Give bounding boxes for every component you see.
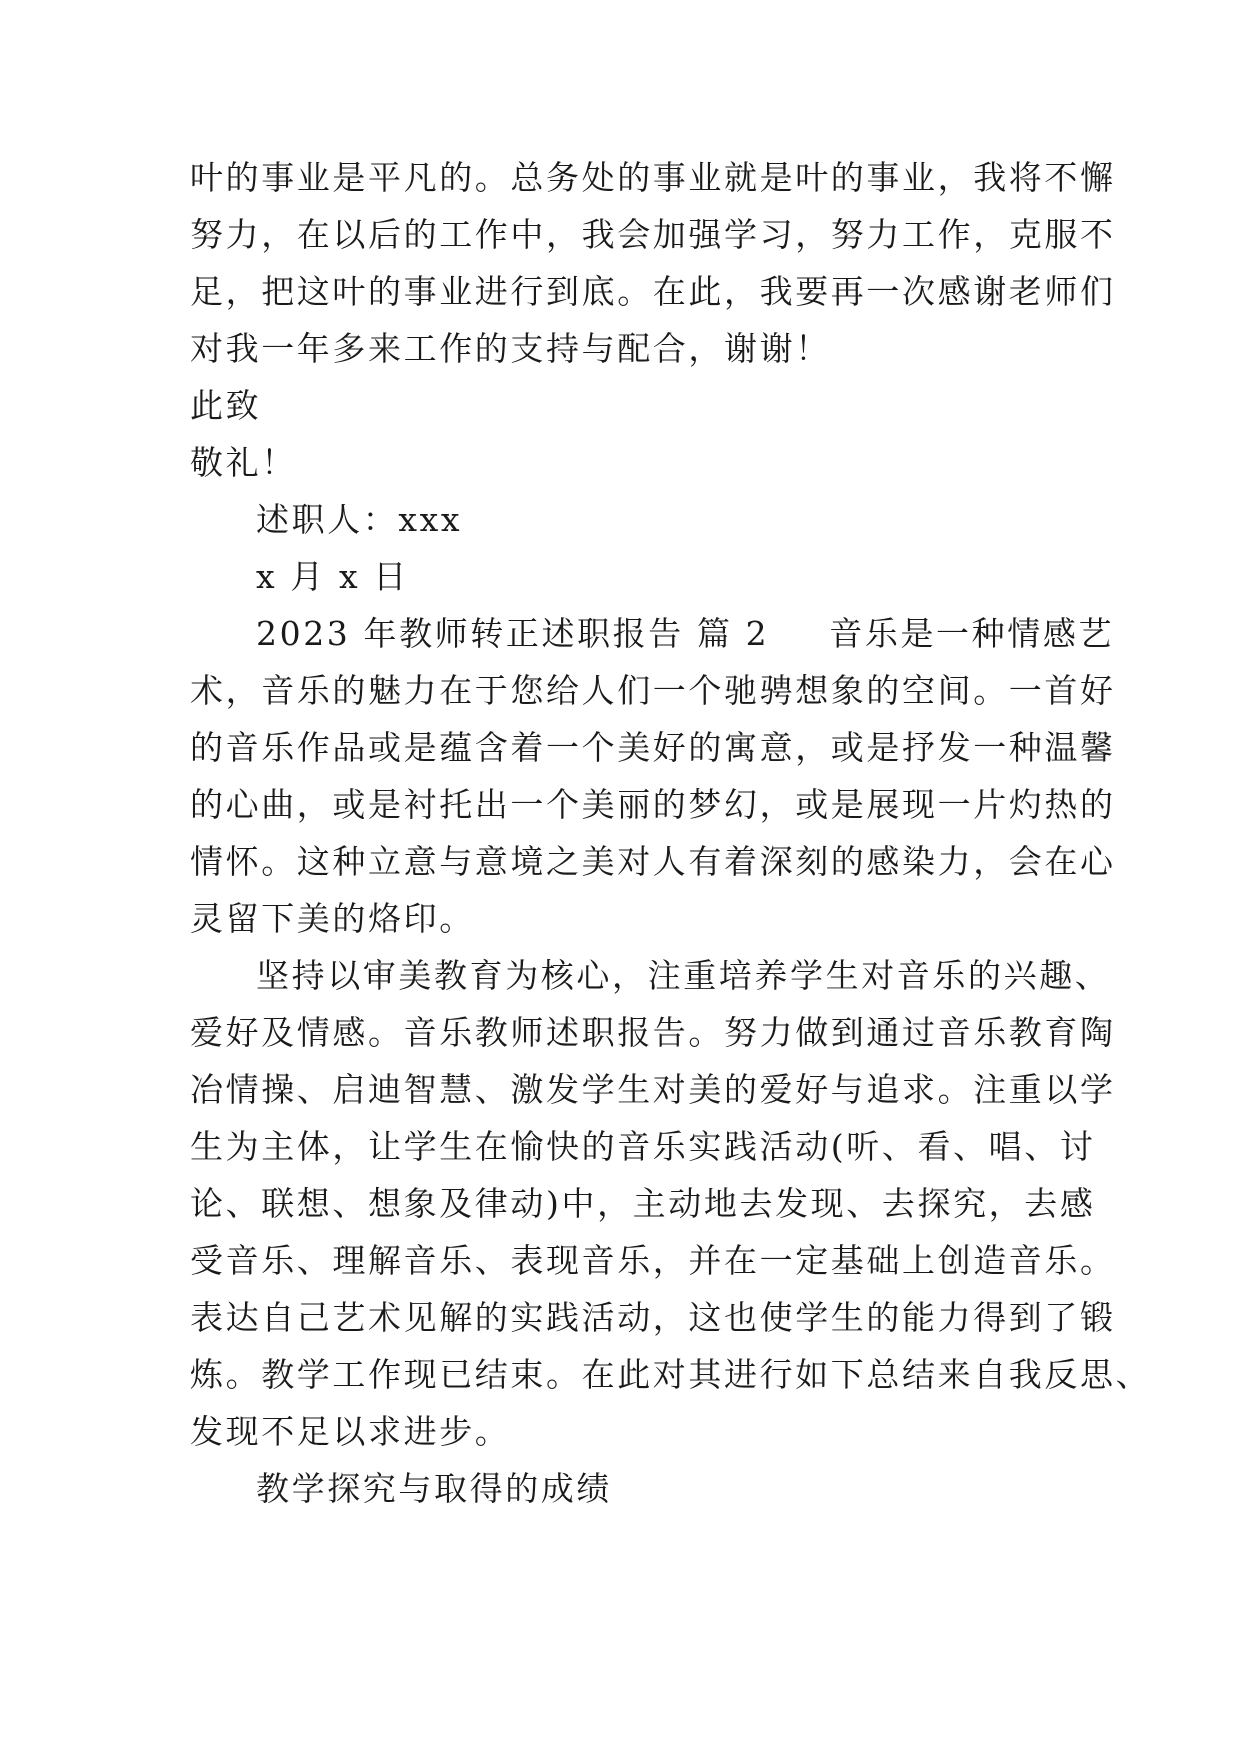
text-line: 情怀。这种立意与意境之美对人有着深刻的感染力，会在心 xyxy=(190,842,1116,881)
report-date: x 月 x 日 xyxy=(256,557,409,596)
text-line: 炼。教学工作现已结束。在此对其进行如下总结来自我反思、 xyxy=(190,1355,1152,1394)
section-heading: 2023 年教师转正述职报告 篇 2 xyxy=(256,614,770,653)
text-line: 术，音乐的魅力在于您给人们一个驰骋想象的空间。一首好 xyxy=(190,671,1116,710)
text-line: 表达自己艺术见解的实践活动，这也使学生的能力得到了锻 xyxy=(190,1298,1116,1337)
reporter-signature: 述职人：xxx xyxy=(256,500,463,539)
text-line: 受音乐、理解音乐、表现音乐，并在一定基础上创造音乐。 xyxy=(190,1241,1116,1280)
text-line: 生为主体，让学生在愉快的音乐实践活动(听、看、唱、讨 xyxy=(190,1127,1096,1166)
text-line: 发现不足以求进步。 xyxy=(190,1412,511,1451)
text-line: 的音乐作品或是蕴含着一个美好的寓意，或是抒发一种温馨 xyxy=(190,728,1116,767)
text-line: 论、联想、想象及律动)中，主动地去发现、去探究，去感 xyxy=(190,1184,1096,1223)
closing-salutation: 此致 xyxy=(190,386,262,425)
text-line: 的心曲，或是衬托出一个美丽的梦幻，或是展现一片灼热的 xyxy=(190,785,1116,824)
text-line: 爱好及情感。音乐教师述职报告。努力做到通过音乐教育陶 xyxy=(190,1013,1116,1052)
text-line: 坚持以审美教育为核心，注重培养学生对音乐的兴趣、 xyxy=(256,956,1111,995)
text-line: 灵留下美的烙印。 xyxy=(190,899,475,938)
text-line: 足，把这叶的事业进行到底。在此，我要再一次感谢老师们 xyxy=(190,272,1116,311)
text-line: 音乐是一种情感艺 xyxy=(829,614,1115,653)
section-heading-line xyxy=(256,614,1114,654)
text-line: 努力，在以后的工作中，我会加强学习，努力工作，克服不 xyxy=(190,215,1116,254)
text-line: 对我一年多来工作的支持与配合，谢谢！ xyxy=(190,329,831,368)
subsection-heading: 教学探究与取得的成绩 xyxy=(256,1469,612,1508)
text-line: 叶的事业是平凡的。总务处的事业就是叶的事业，我将不懈 xyxy=(190,158,1116,197)
text-line: 冶情操、启迪智慧、激发学生对美的爱好与追求。注重以学 xyxy=(190,1070,1116,1109)
closing-regards: 敬礼！ xyxy=(190,443,297,482)
